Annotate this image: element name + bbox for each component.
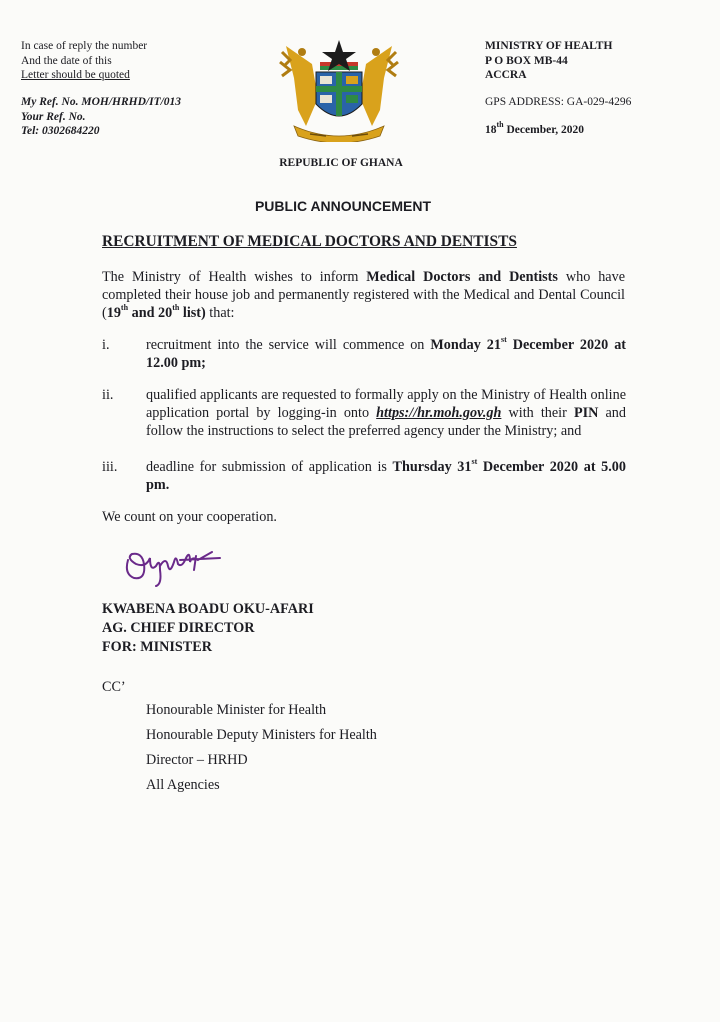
list-item-emphasis: Monday 21 — [430, 337, 501, 353]
list-item-suffix: st — [500, 335, 507, 345]
your-ref: Your Ref. No. — [21, 110, 86, 123]
ghana-coat-of-arms-icon — [276, 38, 402, 142]
intro-paragraph — [102, 268, 625, 322]
telephone: Tel: 0302684220 — [21, 125, 100, 137]
list-item — [146, 386, 626, 440]
reply-note-line: In case of reply the number — [21, 40, 148, 52]
list-item-emphasis: December 2020 at 5.00 pm. — [146, 459, 626, 493]
closing-line: We count on your cooperation. — [102, 509, 277, 525]
reference-block — [21, 95, 181, 139]
cc-recipient: Director – HRHD — [146, 752, 248, 768]
ministry-address — [485, 39, 612, 83]
intro-list-number: 19 — [106, 305, 121, 321]
motto-ribbon — [294, 126, 384, 142]
list-item — [146, 458, 626, 494]
portal-link[interactable]: https://hr.moh.gov.gh — [376, 405, 502, 421]
list-item-number: ii. — [102, 387, 114, 403]
date-day: 18 — [485, 124, 497, 136]
intro-text: that: — [205, 305, 235, 321]
signatory-for: FOR: MINISTER — [102, 639, 212, 655]
right-eagle-icon — [360, 46, 392, 126]
date-suffix: th — [496, 120, 504, 130]
reply-note-line: Letter should be quoted — [21, 69, 130, 81]
reply-note — [21, 39, 147, 83]
intro-list-number: and 20 — [128, 305, 173, 321]
list-item-suffix: st — [471, 457, 478, 467]
list-item-emphasis: PIN — [573, 405, 599, 421]
cc-label: CC’ — [102, 679, 126, 695]
list-item — [146, 336, 626, 372]
intro-text: who have completed their house job and permanently registered with the Medical and Dental Council ( — [102, 269, 625, 321]
cc-recipient: All Agencies — [146, 777, 220, 793]
list-item-text: qualified applicants are requested to formally apply on the Ministry of Health online application portal by logging-in onto — [146, 387, 626, 421]
list-item-number: iii. — [102, 459, 118, 475]
cc-recipient: Honourable Minister for Health — [146, 702, 327, 718]
signatory-role: AG. CHIEF DIRECTOR — [102, 620, 255, 636]
list-item-emphasis: December 2020 at 12.00 pm; — [146, 337, 627, 371]
gps-address: GPS ADDRESS: GA-029-4296 — [485, 96, 632, 108]
cc-recipient: Honourable Deputy Ministers for Health — [146, 727, 377, 743]
intro-list-label: list) — [179, 305, 206, 321]
signature-icon — [120, 538, 224, 588]
ministry-name: MINISTRY OF HEALTH — [485, 40, 613, 52]
intro-suffix: th — [120, 303, 129, 313]
list-item-number: i. — [102, 337, 110, 353]
city: ACCRA — [485, 69, 527, 81]
public-announcement-heading: PUBLIC ANNOUNCEMENT — [254, 198, 432, 214]
intro-suffix: th — [172, 303, 180, 313]
date-rest: December, 2020 — [503, 124, 584, 136]
left-eagle-icon — [286, 46, 318, 126]
list-item-text: deadline for submission of application is — [146, 459, 393, 475]
my-ref: My Ref. No. MOH/HRHD/IT/013 — [21, 96, 182, 108]
intro-text: The Ministry of Health wishes to inform — [102, 269, 367, 285]
po-box: P O BOX MB-44 — [485, 54, 568, 67]
list-item-emphasis: Thursday 31 — [392, 459, 472, 475]
signatory-block — [102, 600, 314, 657]
list-item-text: with their — [501, 405, 574, 421]
list-item-text: recruitment into the service will commence on — [146, 337, 431, 353]
page-title: RECRUITMENT OF MEDICAL DOCTORS AND DENTISTS — [102, 233, 517, 250]
reply-note-line: And the date of this — [21, 54, 112, 67]
letter-date — [485, 120, 584, 138]
republic-of-ghana: REPUBLIC OF GHANA — [279, 157, 403, 169]
intro-emphasis: Medical Doctors and Dentists — [366, 269, 558, 285]
signatory-name: KWABENA BOADU OKU-AFARI — [102, 601, 314, 617]
cc-list — [146, 698, 377, 798]
list-item-text: and follow the instructions to select the preferred agency under the Ministry; and — [146, 405, 626, 439]
